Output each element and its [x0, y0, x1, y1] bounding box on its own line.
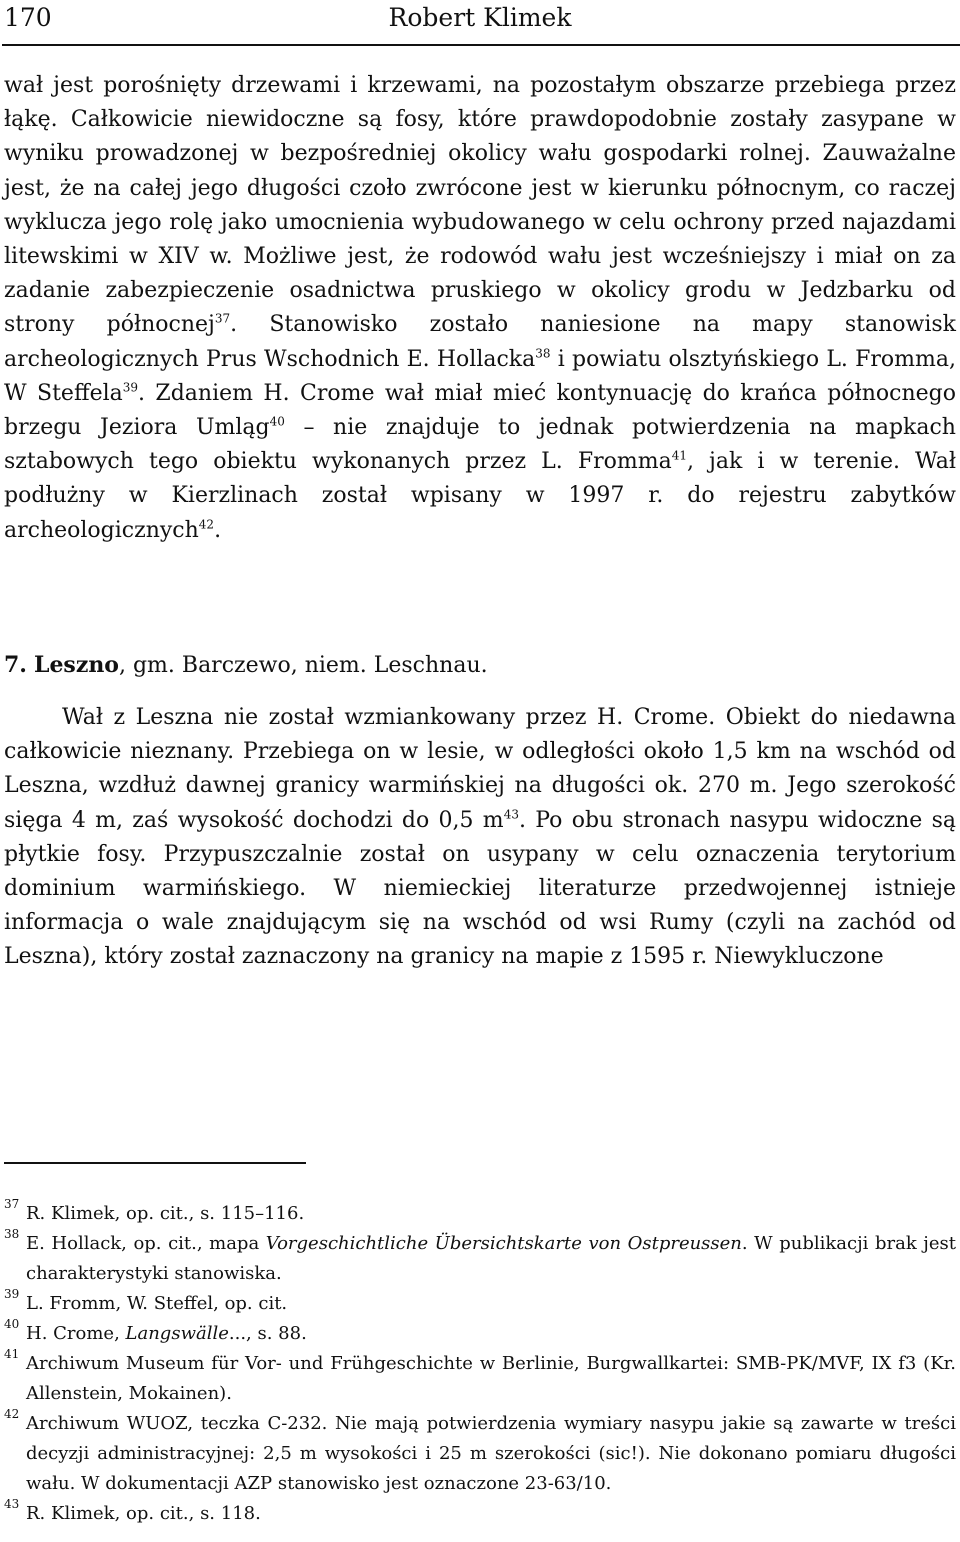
- footnote-ref[interactable]: 39: [122, 380, 139, 395]
- footnote-40: [4, 1319, 956, 1349]
- body-paragraph-1: [4, 69, 956, 548]
- footnote-text: H. Crome,: [26, 1323, 126, 1344]
- footnote-italic-title: Vorgeschichtliche Übersichtskarte von Ostpreussen: [265, 1233, 742, 1254]
- text-segment: i powiatu olsztyńskiego L. Fromma, W Steffela: [4, 346, 956, 406]
- footnote-38: [4, 1229, 956, 1289]
- text-segment: Wał z Leszna nie został wzmiankowany przez H. Crome. Obiekt do niedawna całkowicie nieznany. Przebiega on w lesie, w odległości około 1,5 km na wschód od Leszna, wzdłuż dawnej granicy warmińskiej na długości ok. 270 m. Jego szerokość sięga 4 m, zaś wysokość dochodzi do 0,5 m: [4, 705, 956, 833]
- footnote-ref[interactable]: 38: [535, 346, 551, 361]
- footnote-43: [4, 1499, 956, 1529]
- header-rule: [2, 44, 960, 46]
- footnote-number: 37: [4, 1197, 20, 1211]
- footnote-text: R. Klimek, op. cit., s. 115–116.: [26, 1203, 305, 1224]
- footnote-number: 43: [4, 1497, 20, 1511]
- footnote-41: [4, 1349, 956, 1409]
- footnote-ref[interactable]: 41: [671, 448, 687, 463]
- page-header: [0, 0, 960, 44]
- text-segment: . Po obu stronach nasypu widoczne są płytkie fosy. Przypuszczalnie został on usypany w celu oznaczenia terytorium dominium warmińskiego. W niemieckiej literaturze przedwojennej istnieje informacja o wale znajdującym się na wschód od wsi Rumy (czyli na zachód od Leszna), który został zaznaczony na granicy na mapie z 1595 r. Niewykluczone: [4, 807, 957, 970]
- section-name: Leszno: [33, 652, 119, 678]
- text-segment: .: [214, 517, 222, 543]
- footnote-39: [4, 1289, 956, 1319]
- footnote-text: Archiwum Museum für Vor- und Frühgeschichte w Berlinie, Burgwallkartei: SMB-PK/MVF, IX f3 (Kr. Allenstein, Mokainen).: [26, 1353, 956, 1404]
- footnote-text: E. Hollack, op. cit., mapa: [26, 1233, 266, 1254]
- page-number: 170: [4, 3, 52, 32]
- footnote-ref[interactable]: 42: [198, 517, 215, 532]
- body-paragraph-2: [4, 701, 956, 975]
- footnote-42: [4, 1409, 956, 1499]
- footnote-ref[interactable]: 43: [503, 807, 519, 822]
- footnote-ref[interactable]: 37: [214, 312, 231, 327]
- footnote-text: L. Fromm, W. Steffel, op. cit.: [26, 1293, 288, 1314]
- text-segment: – nie znajduje to jednak potwierdzenia na mapkach sztabowych tego obiektu wykonanych przez L. Fromma: [4, 415, 956, 475]
- footnote-number: 41: [4, 1347, 20, 1361]
- footnote-text: ..., s. 88.: [228, 1323, 307, 1344]
- footnote-number: 40: [4, 1317, 20, 1331]
- footnotes: [4, 1199, 956, 1529]
- text-segment: . Zdaniem H. Crome wał miał mieć kontynuację do krańca północnego brzegu Jeziora Umląg: [4, 380, 956, 441]
- footnote-number: 39: [4, 1287, 20, 1301]
- text-segment: wał jest porośnięty drzewami i krzewami, na pozostałym obszarze przebiega przez łąkę. Całkowicie niewidoczne są fosy, które prawdopodobnie zostały zasypane w wyniku prowadzonej w bezpośredniej okolicy wału gospodarki rolnej. Zauważalne jest, że na całej jego długości czoło zwrócone jest w kierunku północnym, co raczej wyklucza jego rolę jako umocnienia wybudowanego w celu ochrony przed najazdami litewskimi w XIV w. Możliwe jest, że rodowód wału jest wcześniejszy i miał on za zadanie zabezpieczenie osadnictwa pruskiego w okolicy grodu w Jedzbarku od strony północnej: [4, 73, 956, 338]
- footnote-text: R. Klimek, op. cit., s. 118.: [26, 1503, 261, 1524]
- footnote-text: Archiwum WUOZ, teczka C-232. Nie mają potwierdzenia wymiary nasypu jakie są zawarte w treści decyzji administracyjnej: 2,5 m wysokości i 25 m szerokości (sic!). Nie dokonano pomiaru długości wału. W dokumentacji AZP stanowisko jest oznaczone 23-63/10.: [26, 1413, 956, 1494]
- text-segment: , jak i w terenie. Wał podłużny w Kierzlinach został wpisany w 1997 r. do rejestru zabytków archeologicznych: [4, 449, 956, 543]
- footnote-rule: [4, 1162, 306, 1164]
- running-head: Robert Klimek: [388, 3, 572, 32]
- footnote-ref[interactable]: 40: [269, 414, 285, 429]
- section-number: 7.: [4, 652, 27, 678]
- footnote-37: [4, 1199, 956, 1229]
- text-segment: . Stanowisko zostało naniesione na mapy stanowisk archeologicznych Prus Wschodnich E. Hollacka: [4, 312, 956, 372]
- section-details: , gm. Barczewo, niem. Leschnau.: [118, 653, 488, 678]
- footnote-number: 42: [4, 1407, 20, 1421]
- footnote-number: 38: [4, 1227, 20, 1241]
- section-heading: [4, 650, 488, 681]
- footnote-italic-title: Langswälle: [125, 1323, 229, 1344]
- footnote-text: . W publikacji brak jest charakterystyki stanowiska.: [26, 1233, 956, 1284]
